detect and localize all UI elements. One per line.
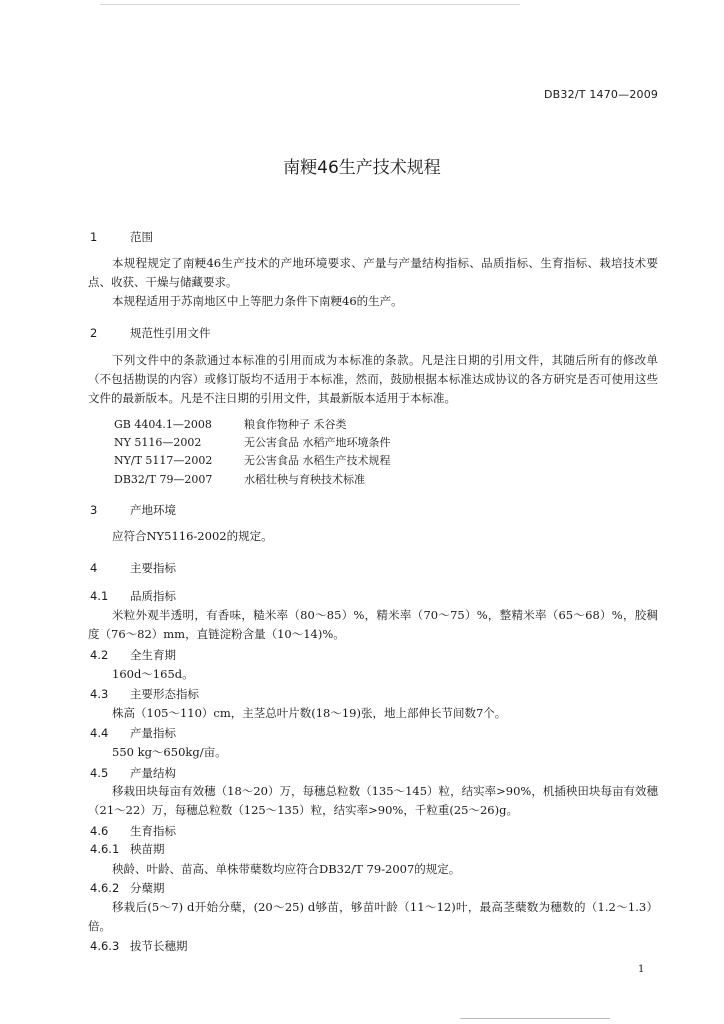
section-title: 产量指标 — [130, 726, 176, 740]
section-4-6-heading — [90, 823, 176, 839]
reference-name: 水稻壮秧与育秧技术标准 — [244, 473, 365, 486]
section-4-3-para: 株高（105～110）cm，主茎总叶片数(18～19)张，地上部伸长节间数7个。 — [112, 706, 507, 720]
section-title: 生育指标 — [130, 824, 176, 838]
reference-code: GB 4404.1—2008 — [114, 418, 212, 431]
reference-item — [114, 416, 347, 432]
section-4-heading — [90, 560, 176, 576]
section-title: 范围 — [130, 230, 153, 244]
section-number: 3 — [90, 503, 98, 517]
section-4-6-2-heading — [90, 880, 165, 896]
section-4-4-heading — [90, 725, 176, 741]
reference-name: 粮食作物种子 禾谷类 — [244, 418, 347, 431]
reference-item — [114, 452, 391, 468]
section-4-5-para: 移栽田块每亩有效穗（18～20）万，每穗总粒数（135～145）粒，结实率>90%，机插秧田块每亩有效穗（21～22）万，每穗总粒数（125～135）粒，结实率>90%，千粒重(25～26)g。 — [88, 784, 658, 817]
section-number: 4.4 — [90, 726, 109, 740]
section-1-para-1: 本规程规定了南粳46生产技术的产地环境要求、产量与产量结构指标、品质指标、生育指标、栽培技术要点、收获、干燥与储藏要求。 — [88, 256, 658, 289]
section-2-heading — [90, 325, 211, 341]
section-title: 拔节长穗期 — [130, 939, 188, 953]
section-number: 4.2 — [90, 648, 109, 662]
reference-code: DB32/T 79—2007 — [114, 473, 213, 486]
reference-code: NY/T 5117—2002 — [114, 454, 213, 467]
section-4-2-heading — [90, 647, 176, 663]
section-4-4-para: 550 kg～650kg/亩。 — [112, 745, 227, 759]
section-4-5-heading — [90, 765, 176, 781]
section-number: 4.6 — [90, 824, 109, 838]
section-title: 秧苗期 — [130, 842, 165, 856]
section-number: 4.6.3 — [90, 939, 120, 953]
section-title: 产量结构 — [130, 766, 176, 780]
section-number: 4.1 — [90, 589, 109, 603]
section-3-para-1: 应符合NY5116-2002的规定。 — [112, 529, 273, 543]
section-number: 4.5 — [90, 766, 109, 780]
reference-item — [114, 471, 365, 487]
section-number: 2 — [90, 326, 98, 340]
section-4-2-para: 160d～165d。 — [112, 667, 194, 681]
reference-item — [114, 434, 391, 450]
standard-code: DB32/T 1470—2009 — [544, 88, 659, 101]
section-title: 规范性引用文件 — [130, 326, 211, 340]
section-3-heading — [90, 502, 176, 518]
section-number: 4.6.2 — [90, 881, 120, 895]
section-4-6-1-para: 秧龄、叶龄、苗高、单株带蘖数均应符合DB32/T 79-2007的规定。 — [112, 862, 461, 876]
document-title: 南粳46生产技术规程 — [283, 158, 441, 178]
section-number: 4.6.1 — [90, 842, 120, 856]
section-number: 4.3 — [90, 687, 109, 701]
section-4-1-para: 米粒外观半透明，有香味，糙米率（80～85）%，精米率（70～75）%，整精米率（65～68）%，胶稠度（76～82）mm，直链淀粉含量（10～14)%。 — [88, 608, 658, 641]
page-number: 1 — [638, 964, 645, 975]
section-1-para-2: 本规程适用于苏南地区中上等肥力条件下南粳46的生产。 — [112, 294, 403, 308]
section-title: 产地环境 — [130, 503, 176, 517]
section-title: 主要指标 — [130, 561, 176, 575]
section-4-6-3-heading — [90, 938, 188, 954]
section-title: 主要形态指标 — [130, 687, 199, 701]
section-4-6-1-heading — [90, 841, 165, 857]
section-4-6-2-para: 移栽后(5～7) d开始分蘖，(20～25) d够苗，够苗叶龄（11～12)叶，最高茎蘖数为穗数的（1.2～1.3）倍。 — [88, 900, 658, 933]
section-number: 4 — [90, 561, 98, 575]
scan-artifact-top — [100, 4, 520, 5]
section-title: 品质指标 — [130, 589, 176, 603]
section-4-3-heading — [90, 686, 199, 702]
section-2-para-1: 下列文件中的条款通过本标准的引用而成为本标准的条款。凡是注日期的引用文件，其随后所有的修改单（不包括勘误的内容）或修订版均不适用于本标准，然而，鼓励根据本标准达成协议的各方研究是否可使用这些文件的最新版本。凡是不注日期的引用文件，其最新版本适用于本标准。 — [88, 353, 658, 405]
section-number: 1 — [90, 230, 98, 244]
reference-name: 无公害食品 水稻生产技术规程 — [244, 454, 391, 467]
reference-code: NY 5116—2002 — [114, 436, 202, 449]
section-title: 全生育期 — [130, 648, 176, 662]
scan-artifact-bottom — [460, 1018, 610, 1019]
section-1-heading — [90, 229, 153, 245]
reference-name: 无公害食品 水稻产地环境条件 — [244, 436, 391, 449]
section-title: 分蘖期 — [130, 881, 165, 895]
section-4-1-heading — [90, 588, 176, 604]
